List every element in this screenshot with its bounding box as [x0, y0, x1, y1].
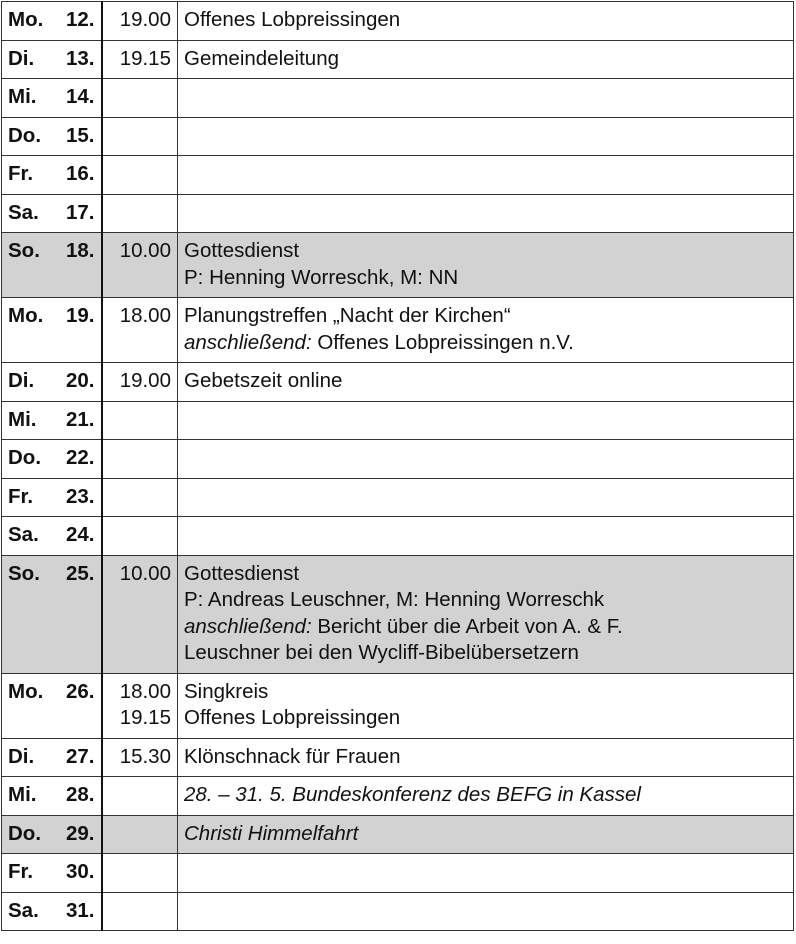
event-text: Offenes Lobpreissingen: [184, 8, 401, 31]
event-cell: [178, 401, 794, 440]
event-cell: [178, 156, 794, 195]
time-cell: [102, 478, 178, 517]
weekday-cell: Do.: [2, 117, 60, 156]
event-cell: [178, 40, 794, 79]
event-text-italic: Christi Himmelfahrt: [184, 821, 359, 845]
schedule-row: [2, 117, 794, 156]
event-cell: [178, 440, 794, 479]
weekday-cell: Fr.: [2, 478, 60, 517]
schedule-body: [2, 2, 794, 931]
date-cell: 19.: [60, 298, 102, 363]
schedule-row: [2, 892, 794, 931]
event-line: [184, 705, 787, 732]
time-cell: [102, 440, 178, 479]
weekday-cell: Fr.: [2, 854, 60, 893]
date-cell: 31.: [60, 892, 102, 931]
event-text: Gottesdienst: [184, 561, 300, 585]
schedule-row: [2, 363, 794, 402]
event-line: [184, 368, 787, 395]
weekday-cell: Mo.: [2, 673, 60, 738]
event-text: P: Andreas Leuschner, M: Henning Worreschk: [184, 588, 605, 611]
time-cell: [102, 555, 178, 673]
date-cell: 21.: [60, 401, 102, 440]
weekday-cell: Mi.: [2, 401, 60, 440]
schedule-row: [2, 517, 794, 556]
weekday-cell: Sa.: [2, 517, 60, 556]
date-cell: 18.: [60, 233, 102, 298]
schedule-row: [2, 440, 794, 479]
event-cell: [178, 777, 794, 816]
event-line: [184, 265, 787, 292]
event-line: [184, 782, 787, 809]
schedule-row: [2, 673, 794, 738]
event-cell: [178, 79, 794, 118]
event-time: 19.15: [119, 706, 171, 729]
weekday-cell: Mi.: [2, 777, 60, 816]
schedule-row: [2, 40, 794, 79]
event-text: Planungstreffen „Nacht der Kirchen“: [184, 304, 511, 327]
date-cell: 22.: [60, 440, 102, 479]
date-cell: 27.: [60, 738, 102, 777]
event-cell: [178, 555, 794, 673]
schedule-row-highlighted: [2, 815, 794, 854]
event-text: Klönschnack für Frauen: [184, 744, 401, 768]
event-time: 15.30: [119, 744, 171, 768]
event-line: [184, 303, 787, 330]
event-time: 18.00: [119, 304, 171, 327]
event-text-italic: anschließend:: [184, 330, 312, 354]
date-cell: 13.: [60, 40, 102, 79]
time-cell: [102, 2, 178, 41]
event-time: 18.00: [119, 679, 171, 703]
weekday-cell: Do.: [2, 440, 60, 479]
event-cell: [178, 233, 794, 298]
date-cell: 25.: [60, 555, 102, 673]
event-text: Offenes Lobpreissingen: [184, 706, 401, 729]
time-cell: [102, 815, 178, 854]
schedule-row: [2, 777, 794, 816]
event-line: [184, 330, 787, 357]
event-cell: [178, 363, 794, 402]
date-cell: 14.: [60, 79, 102, 118]
event-text-italic: 28. – 31. 5. Bundeskonferenz des BEFG in Kassel: [184, 783, 641, 806]
time-cell: [102, 298, 178, 363]
time-cell: [102, 517, 178, 556]
weekday-cell: Mo.: [2, 298, 60, 363]
schedule-row-highlighted: [2, 233, 794, 298]
event-cell: [178, 854, 794, 893]
event-cell: [178, 815, 794, 854]
event-cell: [178, 298, 794, 363]
time-cell: [102, 401, 178, 440]
schedule-row: [2, 194, 794, 233]
weekday-cell: Mi.: [2, 79, 60, 118]
date-cell: 17.: [60, 194, 102, 233]
time-cell: [102, 40, 178, 79]
event-line: [184, 614, 787, 641]
event-text: Gebetszeit online: [184, 369, 343, 392]
schedule-row: [2, 156, 794, 195]
event-line: [184, 744, 787, 771]
weekday-cell: Do.: [2, 815, 60, 854]
date-cell: 24.: [60, 517, 102, 556]
date-cell: 16.: [60, 156, 102, 195]
event-line: [184, 821, 787, 848]
event-text: Bericht über die Arbeit von A. & F.: [311, 614, 623, 638]
weekday-cell: So.: [2, 555, 60, 673]
date-cell: 12.: [60, 2, 102, 41]
schedule-row: [2, 298, 794, 363]
event-time: 19.00: [119, 369, 171, 392]
schedule-row: [2, 79, 794, 118]
event-time: 19.15: [119, 46, 171, 70]
event-cell: [178, 738, 794, 777]
event-line: [184, 640, 787, 667]
weekday-cell: Sa.: [2, 892, 60, 931]
event-line: [184, 679, 787, 706]
event-text: Gemeindeleitung: [184, 46, 339, 70]
date-cell: 28.: [60, 777, 102, 816]
schedule-row: [2, 854, 794, 893]
schedule-row: [2, 738, 794, 777]
weekday-cell: So.: [2, 233, 60, 298]
event-line: [184, 238, 787, 265]
time-cell: [102, 673, 178, 738]
event-time: 10.00: [119, 561, 171, 585]
time-cell: [102, 117, 178, 156]
weekday-cell: Fr.: [2, 156, 60, 195]
schedule-row: [2, 478, 794, 517]
date-cell: 29.: [60, 815, 102, 854]
date-cell: 30.: [60, 854, 102, 893]
weekday-cell: Di.: [2, 738, 60, 777]
schedule-row: [2, 2, 794, 41]
time-cell: [102, 892, 178, 931]
event-cell: [178, 517, 794, 556]
event-text-italic: anschließend:: [184, 614, 312, 638]
event-cell: [178, 2, 794, 41]
event-line: [184, 561, 787, 588]
date-cell: 20.: [60, 363, 102, 402]
event-text: P: Henning Worreschk, M: NN: [184, 265, 459, 289]
weekday-cell: Mo.: [2, 2, 60, 41]
event-cell: [178, 478, 794, 517]
time-cell: [102, 363, 178, 402]
time-cell: [102, 738, 178, 777]
event-cell: [178, 892, 794, 931]
event-text: Singkreis: [184, 679, 269, 703]
date-cell: 15.: [60, 117, 102, 156]
event-line: [184, 46, 787, 73]
schedule-table: [1, 1, 794, 931]
time-cell: [102, 777, 178, 816]
time-cell: [102, 854, 178, 893]
weekday-cell: Di.: [2, 363, 60, 402]
event-text: Offenes Lobpreissingen n.V.: [311, 330, 574, 354]
time-cell: [102, 156, 178, 195]
event-line: [184, 587, 787, 614]
weekday-cell: Sa.: [2, 194, 60, 233]
date-cell: 26.: [60, 673, 102, 738]
event-cell: [178, 194, 794, 233]
event-text: Gottesdienst: [184, 239, 300, 262]
schedule-row-highlighted: [2, 555, 794, 673]
event-time: 19.00: [119, 8, 171, 31]
schedule-row: [2, 401, 794, 440]
event-cell: [178, 673, 794, 738]
time-cell: [102, 194, 178, 233]
event-cell: [178, 117, 794, 156]
time-cell: [102, 233, 178, 298]
event-text: Leuschner bei den Wycliff-Bibelübersetzern: [184, 641, 579, 664]
event-time: 10.00: [119, 239, 171, 262]
weekday-cell: Di.: [2, 40, 60, 79]
time-cell: [102, 79, 178, 118]
date-cell: 23.: [60, 478, 102, 517]
event-line: [184, 7, 787, 34]
